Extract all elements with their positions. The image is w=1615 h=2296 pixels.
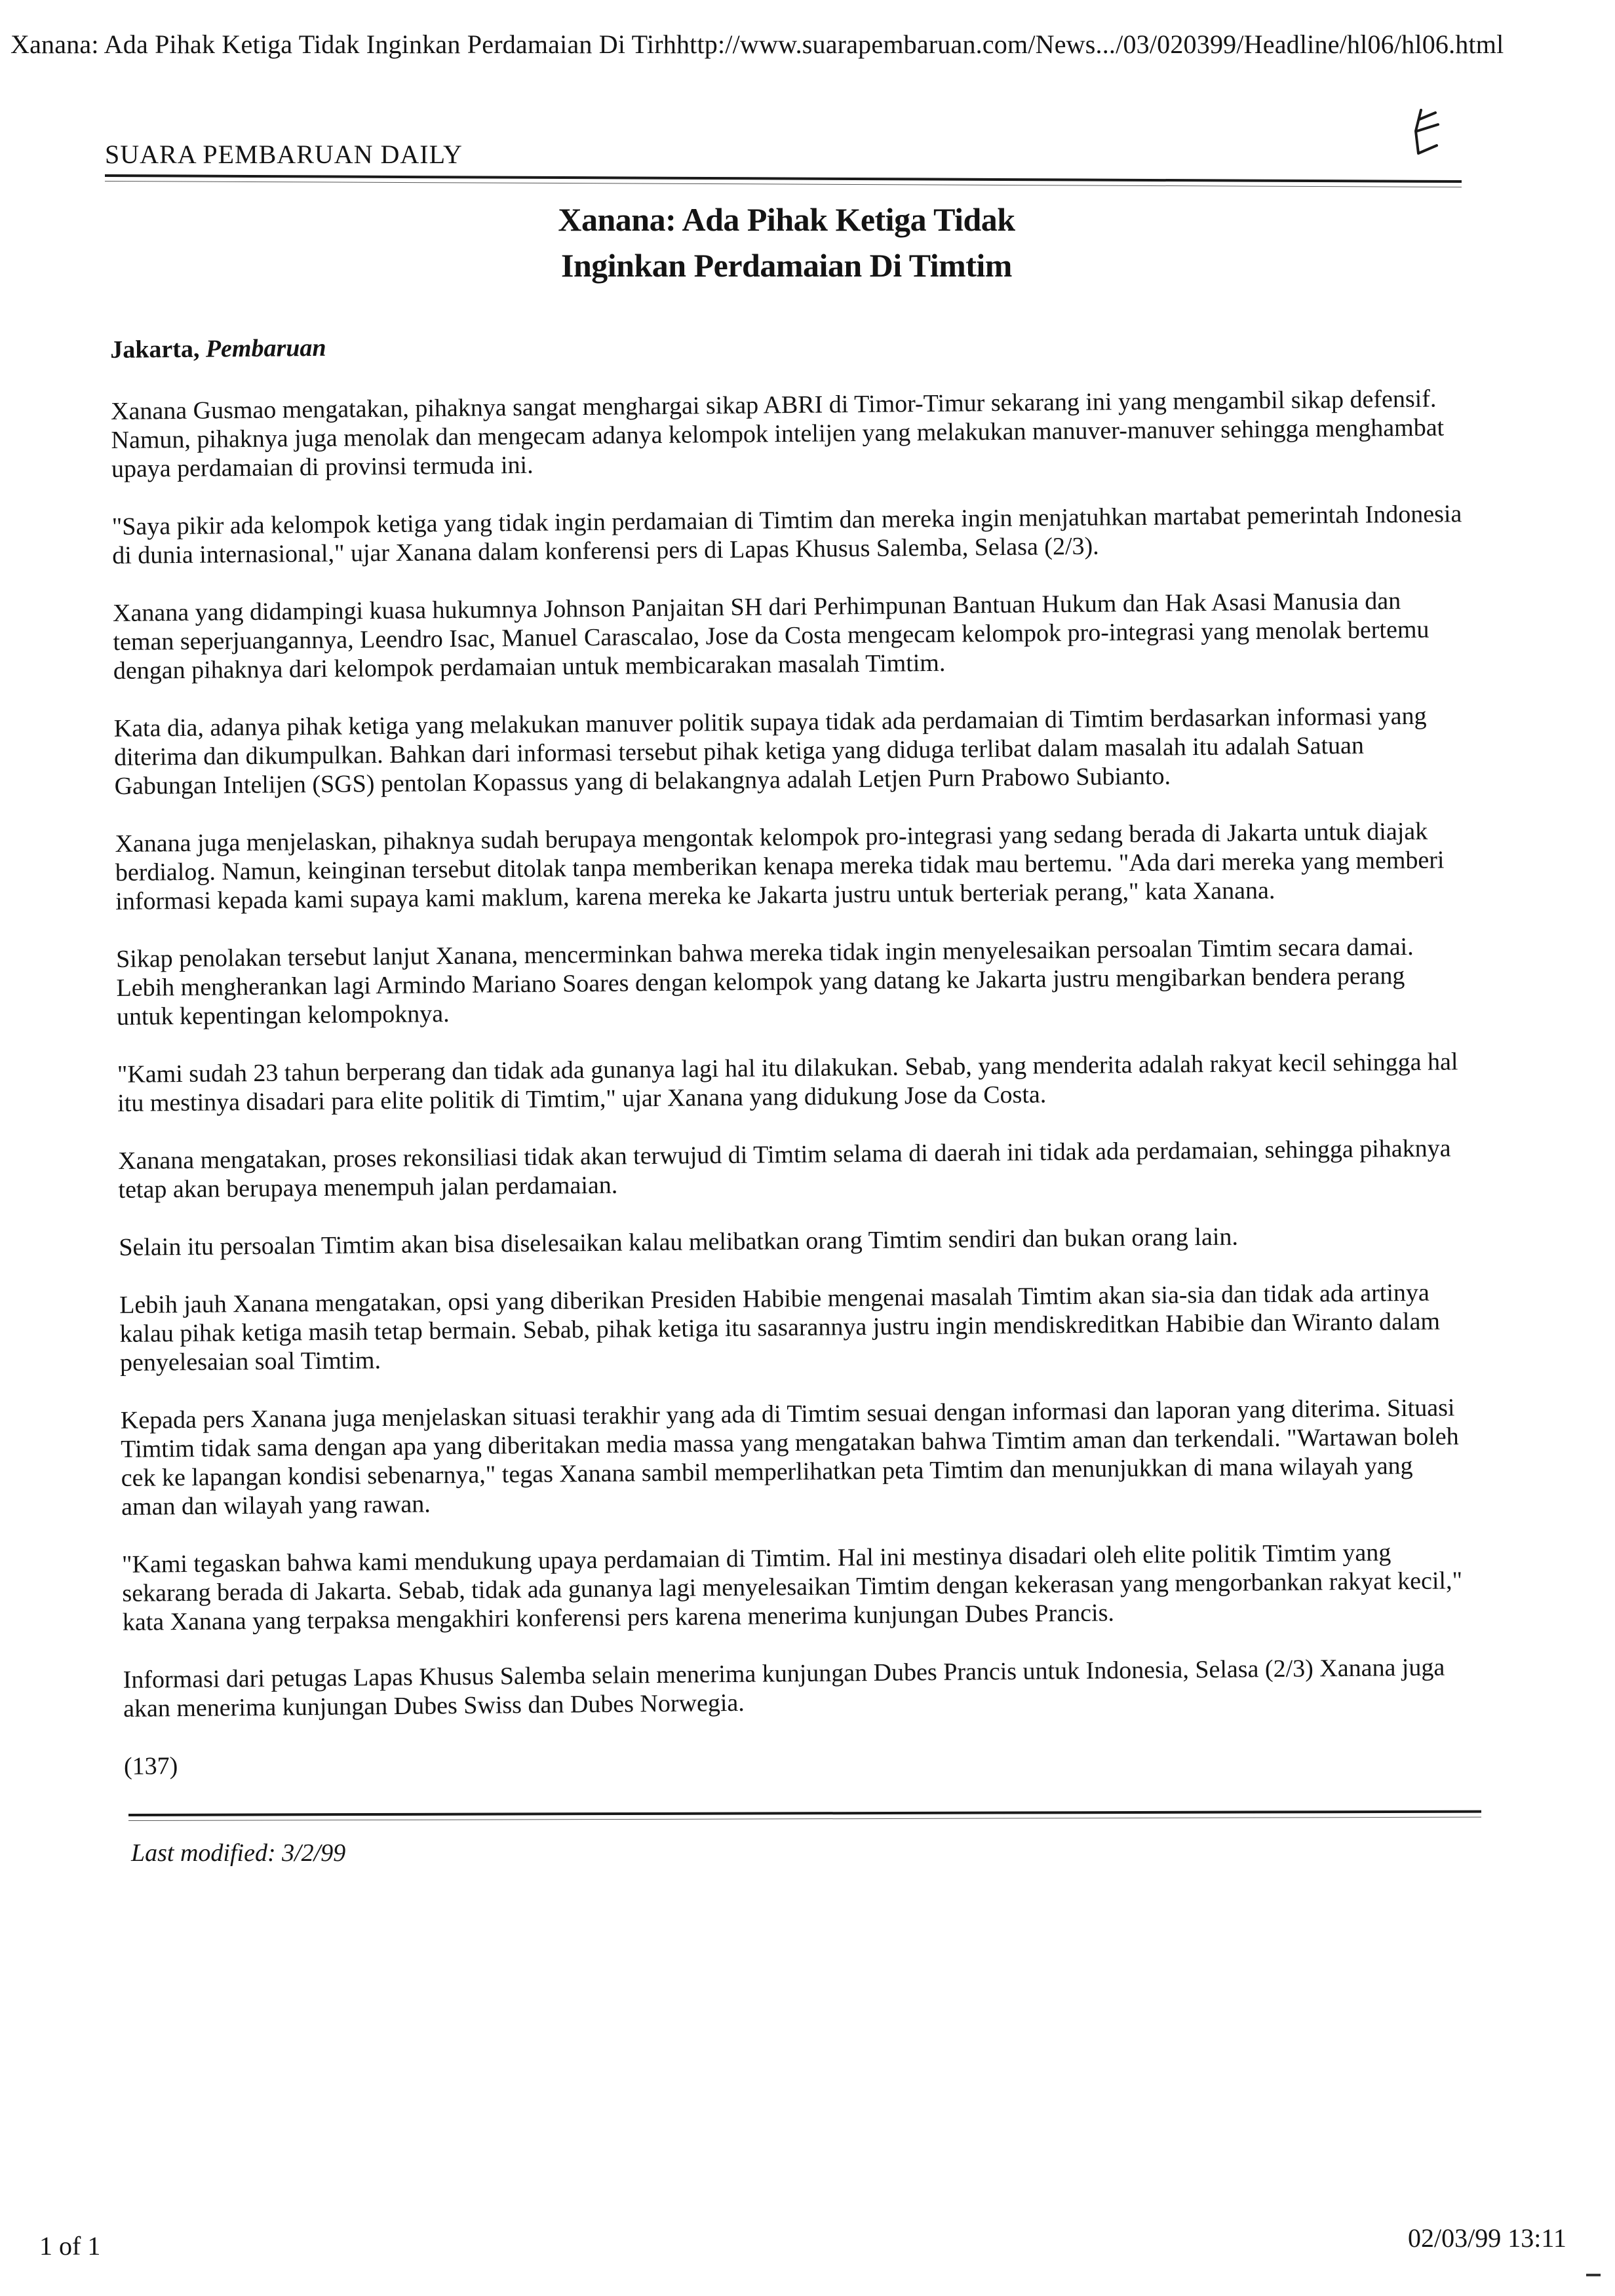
article-paragraph: "Kami tegaskan bahwa kami mendukung upaya perdamaian di Timtim. Hal ini mestinya disadari oleh elite politik Timtim yang sekarang berada di Jakarta. Sebab, tidak ada gunanya lagi menyelesaikan Timtim dengan kekerasan yang mengorbankan rakyat kecil," kata Xanana yang terpaksa mengakhiri konferensi pers karena menerima kunjungan Dubes Prancis. — [121, 1539, 1463, 1636]
dateline-place: Jakarta, — [110, 335, 200, 364]
article-paragraph: Kata dia, adanya pihak ketiga yang melakukan manuver politik supaya tidak ada perdamaian di Timtim berdasarkan informasi yang diterima dan dikumpulkan. Bahkan dari informasi tersebut pihak ketiga yang diduga terlibat dalam masalah itu adalah Satuan Gabungan Intelijen (SGS) pentolan Kopassus yang di belakangnya adalah Letjen Purn Prabowo Subianto. — [113, 702, 1427, 800]
headline-line-1: Xanana: Ada Pihak Ketiga Tidak — [558, 201, 1015, 238]
article-paragraph: "Kami sudah 23 tahun berperang dan tidak ada gunanya lagi hal itu dilakukan. Sebab, yang menderita adalah rakyat kecil sehingga hal itu mestinya disadari para elite politik di Timtim," ujar Xanana yang didukung Jose da Costa. — [117, 1048, 1458, 1117]
print-timestamp: 02/03/99 13:11 — [1408, 2223, 1566, 2253]
last-modified: Last modified: 3/2/99 — [131, 1839, 346, 1867]
print-header-url: http://www.suarapembaruan.com/News.../03/020399/Headline/hl06/hl06.html — [676, 29, 1504, 59]
print-header-title: Xanana: Ada Pihak Ketiga Tidak Inginkan Perdamaian Di Tirh — [10, 29, 676, 59]
article-paragraph: Xanana juga menjelaskan, pihaknya sudah berupaya mengontak kelompok pro-integrasi yang sedang berada di Jakarta untuk diajak berdialog. Namun, keinginan tersebut ditolak tanpa memberikan kenapa mereka tidak mau bertemu. "Ada dari mereka yang memberi informasi kepada kami supaya kami maklum, karena mereka ke Jakarta justru untuk berteriak perang," kata Xanana. — [115, 817, 1445, 915]
dateline — [110, 322, 1460, 364]
article-paragraph: Xanana Gusmao mengatakan, pihaknya sangat menghargai sikap ABRI di Timor-Timur sekarang ini yang mengambil sikap defensif. Namun, pihaknya juga menolak dan mengecam adanya kelompok intelijen yang melakukan manuver-manuver sehingga menghambat upaya perdamaian di provinsi termuda ini. — [110, 385, 1445, 483]
source-number: (137) — [123, 1752, 178, 1780]
footer-rule-thin — [128, 1817, 1481, 1821]
dateline-source: Pembaruan — [205, 334, 326, 363]
footer-rule — [128, 1810, 1481, 1816]
article-paragraph: Informasi dari petugas Lapas Khusus Salemba selain menerima kunjungan Dubes Prancis untuk Indonesia, Selasa (2/3) Xanana juga akan menerima kunjungan Dubes Swiss dan Dubes Norwegia. — [123, 1653, 1445, 1723]
article-paragraph: Selain itu persoalan Timtim akan bisa diselesaikan kalau melibatkan orang Timtim sendiri dan bukan orang lain. — [119, 1223, 1239, 1261]
article-headline — [459, 197, 1114, 288]
article-paragraph: "Saya pikir ada kelompok ketiga yang tidak ingin perdamaian di Timtim dan mereka ingin menjatuhkan martabat pemerintah Indonesia di dunia internasional," ujar Xanana dalam konferensi pers di Lapas Khusus Salemba, Selasa (2/3). — [111, 500, 1462, 569]
article-body — [110, 322, 1475, 1810]
handwritten-mark — [1396, 105, 1462, 170]
masthead: SUARA PEMBARUAN DAILY — [105, 140, 463, 169]
print-header — [10, 29, 1504, 60]
article-paragraph: Xanana mengatakan, proses rekonsiliasi tidak akan terwujud di Timtim selama di daerah ini tidak ada perdamaian, sehingga pihaknya tetap akan berupaya menempuh jalan perdamaian. — [117, 1134, 1451, 1204]
scan-corner-mark — [1586, 2274, 1601, 2276]
article-paragraph: Lebih jauh Xanana mengatakan, opsi yang diberikan Presiden Habibie mengenai masalah Timtim akan sia-sia dan tidak ada artinya kalau pihak ketiga masih tetap bermain. Sebab, pihak ketiga itu sasarannya justru ingin mendiskreditkan Habibie dan Wiranto dalam penyelesaian soal Timtim. — [119, 1278, 1441, 1377]
handwritten-e-icon — [1396, 105, 1462, 170]
article-paragraph: Sikap penolakan tersebut lanjut Xanana, mencerminkan bahwa mereka tidak ingin menyelesaikan persoalan Timtim secara damai. Lebih mengherankan lagi Armindo Mariano Soares dengan kelompok yang datang ke Jakarta justru mengibarkan bendera perang untuk kepentingan kelompoknya. — [115, 932, 1414, 1031]
headline-line-2: Inginkan Perdamaian Di Timtim — [561, 247, 1012, 284]
page-count: 1 of 1 — [39, 2231, 101, 2261]
article-paragraph: Kepada pers Xanana juga menjelaskan situasi terakhir yang ada di Timtim sesuai dengan informasi dan laporan yang diterima. Situasi Timtim tidak sama dengan apa yang diberitakan media massa yang mengatakan bahwa Timtim aman dan terkendali. "Wartawan boleh cek ke lapangan kondisi sebenarnya," tegas Xanana sambil memperlihatkan peta Timtim dan menunjukkan di mana wilayah yang aman dan wilayah yang rawan. — [120, 1394, 1459, 1521]
article-paragraph: Xanana yang didampingi kuasa hukumnya Johnson Panjaitan SH dari Perhimpunan Bantuan Hukum dan Hak Asasi Manusia dan teman seperjuangannya, Leendro Isac, Manuel Carascalao, Jose da Costa mengecam kelompok pro-integrasi yang menolak bertemu dengan pihaknya dari kelompok perdamaian untuk membicarakan masalah Timtim. — [112, 587, 1430, 685]
